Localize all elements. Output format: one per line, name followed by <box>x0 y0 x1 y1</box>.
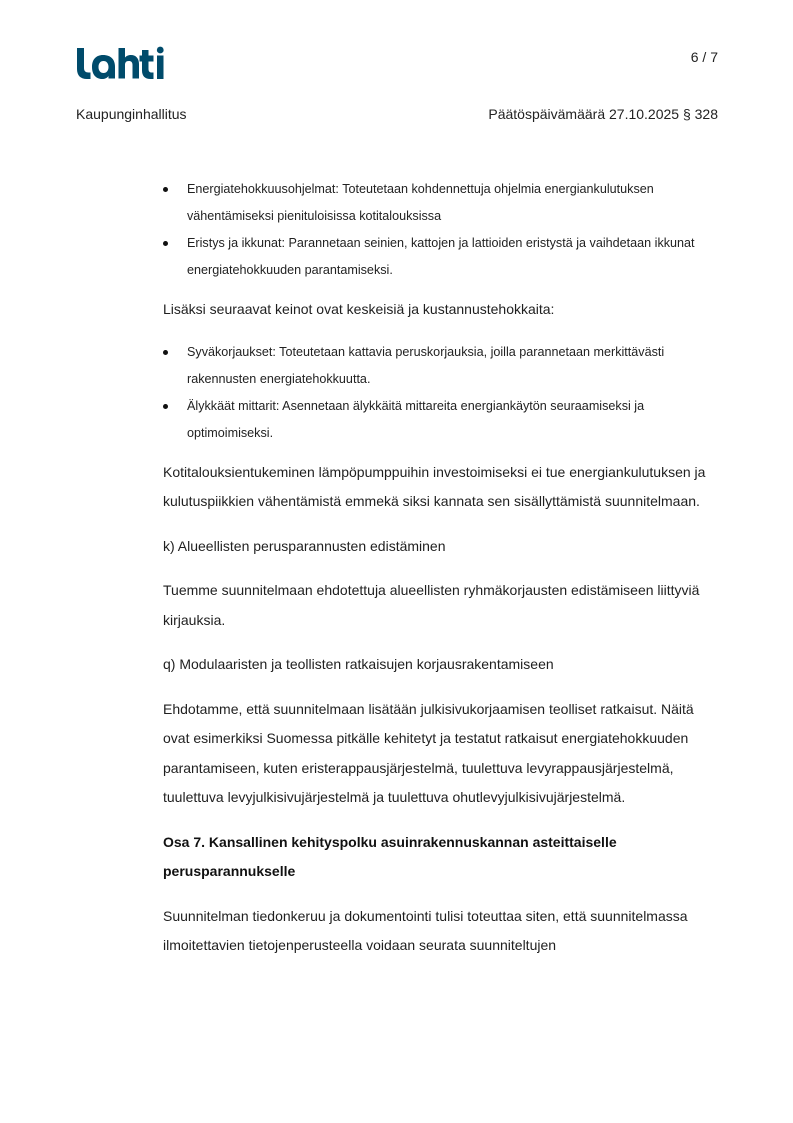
bullet-list-cost-effective-measures <box>163 339 723 447</box>
part-7-heading: Osa 7. Kansallinen kehityspolku asuinrakennuskannan asteittaiselle perusparannukselle <box>163 833 617 879</box>
list-item <box>163 339 723 393</box>
list-item-text: Älykkäät mittarit: Asennetaan älykkäitä mittareita energiankäytön seuraamiseksi ja optimoimiseksi. <box>187 398 645 440</box>
list-item-text: Energiatehokkuusohjelmat: Toteutetaan kohdennettuja ohjelmia energiankulutuksen vähentämiseksi pienituloisissa kotitalouksissa <box>187 182 654 223</box>
bullet-list-energy-measures <box>163 176 723 284</box>
bullet-icon <box>163 350 168 355</box>
document-body <box>163 176 723 961</box>
list-item-text: Eristys ja ikkunat: Parannetaan seinien, kattojen ja lattioiden eristystä ja vaihdetaan ikkunat energiatehokkuuden parantamiseksi. <box>187 236 695 277</box>
bullet-icon <box>163 241 168 246</box>
section-k-text: Tuemme suunnitelmaan ehdotettuja alueellisten ryhmäkorjausten edistämiseen liittyviä kirjauksia. <box>163 582 700 628</box>
organization-name: Kaupunginhallitus <box>76 106 187 122</box>
decision-date: Päätöspäivämäärä 27.10.2025 § 328 <box>488 106 718 122</box>
section-q-title: q) Modulaaristen ja teollisten ratkaisujen korjausrakentamiseen <box>163 656 554 672</box>
bullet-icon <box>163 187 168 192</box>
heat-pump-paragraph: Kotitalouksientukeminen lämpöpumppuihin investoimiseksi ei tue energiankulutuksen ja kulutuspiikkien vähentämistä emmekä siksi kannata sen sisällyttämistä suunnitelmaan. <box>163 463 706 509</box>
part-7-text: Suunnitelman tiedonkeruu ja dokumentointi tulisi toteuttaa siten, että suunnitelmassa ilmoitettavien tietojenperusteella voidaan seurata suunniteltujen <box>163 907 688 953</box>
section-k-title: k) Alueellisten perusparannusten edistäminen <box>163 537 446 554</box>
list-item-text: Syväkorjaukset: Toteutetaan kattavia peruskorjauksia, joilla parannetaan merkittävästi rakennusten energiatehokkuutta. <box>187 344 665 386</box>
lahti-logo <box>75 44 167 82</box>
section-q-text: Ehdotamme, että suunnitelmaan lisätään julkisivukorjaamisen teolliset ratkaisut. Näitä ovat esimerkiksi Suomessa pitkälle kehitetyt ja testatut ratkaisut energiatehokkuuden parantamiseen, kuten eristerappausjärjestelmä, tuulettuva levyrappausjärjestelmä, tuulettuva levyjulkisivujärjestelmä ja tuulettuva ohutlevyjulkisivujärjestelmä. <box>163 700 694 805</box>
list-item <box>163 230 723 284</box>
list-item <box>163 393 723 447</box>
bullet-icon <box>163 404 168 409</box>
list-item <box>163 176 723 230</box>
intro-paragraph: Lisäksi seuraavat keinot ovat keskeisiä ja kustannustehokkaita: <box>163 301 555 317</box>
page-number: 6 / 7 <box>690 49 718 65</box>
lahti-logo-icon <box>75 44 167 82</box>
